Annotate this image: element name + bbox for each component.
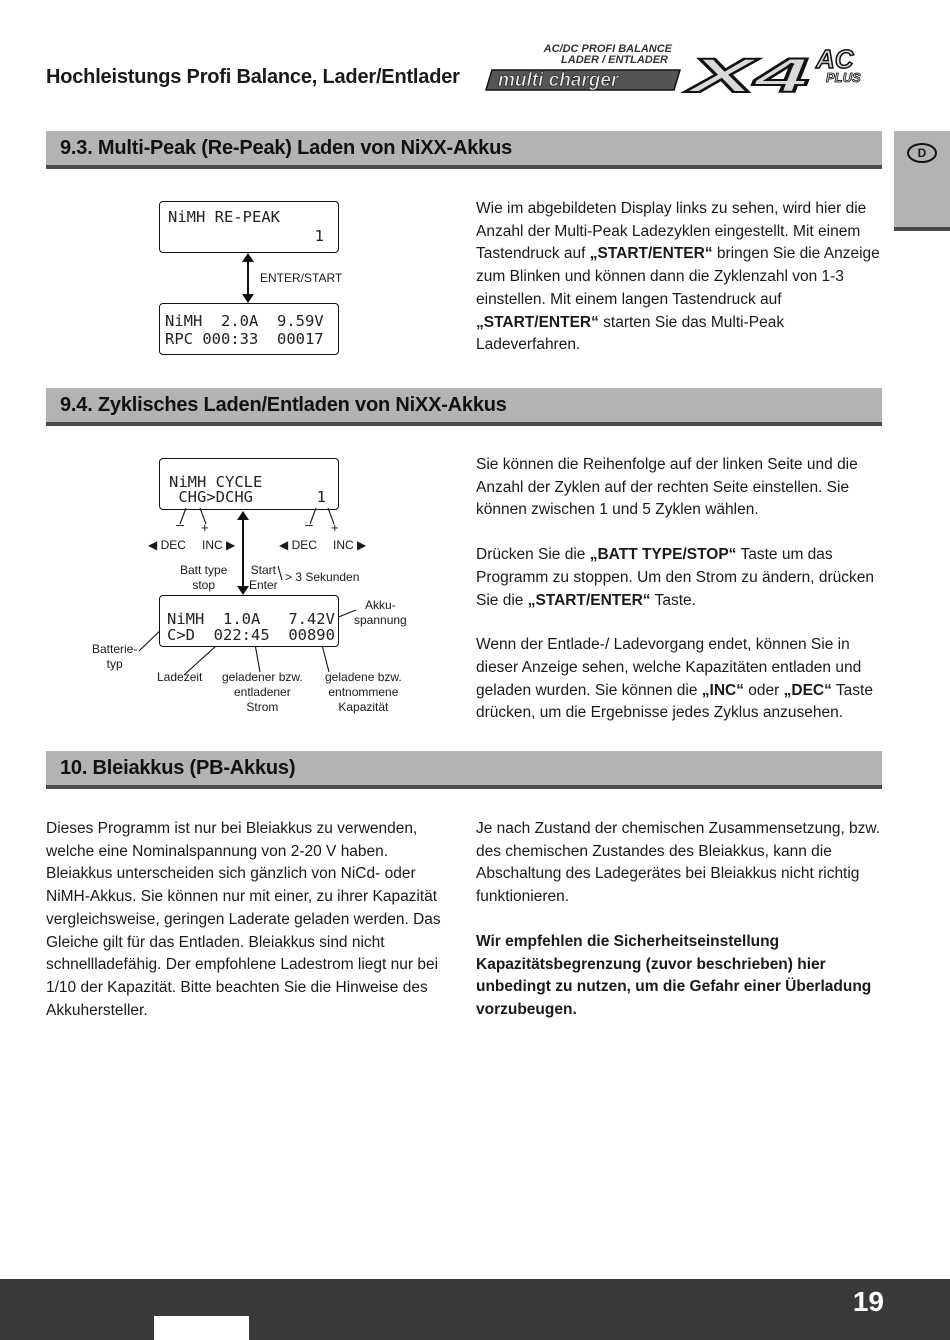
language-tab-marker (894, 131, 950, 231)
lcd-cycle-count: 1 (316, 488, 326, 506)
section-heading-bar (46, 751, 882, 789)
paragraph: Sie können die Reihenfolge auf der linken Seite und die Anzahl der Zyklen auf der rechten Seite einstellen. Sie können zwischen 1 und 5 Zyklen wählen. (476, 456, 858, 519)
akkuspannung-label: Akku- spannung (354, 598, 407, 627)
paragraph-bold: Wir empfehlen die Sicherheitseinstellung Kapazitätsbegrenzung (zuvor beschrieben) hier unbedingt zu nutzen, um die Gefahr einer Überladung vorzubeugen. (476, 932, 872, 1018)
section-heading-bar (46, 388, 882, 426)
product-logo (484, 40, 884, 98)
start-enter-label: Start Enter (249, 563, 278, 592)
lcd-display-repeak-running (159, 303, 339, 355)
lcd-display-cycle-result (159, 595, 339, 647)
section-10-left-text (46, 818, 454, 1044)
plus-symbol-left: + (201, 520, 209, 535)
paragraph: Dieses Programm ist nur bei Bleiakkus zu verwenden, welche eine Nominalspannung von 2-20 V haben. Bleiakkus unterscheiden sich gänzlich von NiCd- oder NiMH-Akkus. Sie können nur mit einer, zu ihrer Kapazität vergleichsweise, geringen Laderate geladen werden. Das Gleiche gilt für das Entladen. Bleiakkus sind nicht schnellladefähig. Der empfohlene Ladestrom liegt nur bei 1/10 der Kapazität. Bitte beachten Sie die Hinweise des Akkuhersteller. (46, 820, 441, 1019)
section-9-4-text (476, 454, 884, 747)
inc-label-left: INC ▶ (202, 538, 236, 552)
three-seconds-label: > 3 Sekunden (285, 570, 360, 584)
enter-start-arrow (236, 253, 260, 303)
lcd-line-1: NiMH CYCLE (169, 473, 263, 491)
lcd-line-2: RPC 000:33 00017 (165, 330, 324, 348)
language-badge: D (907, 143, 937, 163)
lcd-line-2: C>D 022:45 00890 (167, 626, 335, 644)
inc-label-right: INC ▶ (333, 538, 367, 552)
section-9-3-text: Wie im abgebildeten Display links zu sehen, wird hier die Anzahl der Multi-Peak Ladezyklen eingestellt. Mit einem Tastendruck auf „START/ENTER“ bringen Sie die Anzeige zum Blinken und können dann die Zyklenzahl von 1-3 einstellen. Mit einem langen Tastendruck auf „START/ENTER“ starten Sie das Multi-Peak Ladeverfahren. (476, 200, 880, 354)
ladezeit-label: Ladezeit (157, 670, 203, 684)
lcd-display-repeak-setting (159, 201, 339, 253)
section-heading-10: 10. Bleiakkus (PB-Akkus) (60, 757, 296, 779)
page-header-title: Hochleistungs Profi Balance, Lader/Entlader (46, 66, 460, 88)
minus-symbol-right: – (305, 516, 313, 532)
paragraph: Je nach Zustand der chemischen Zusammensetzung, bzw. des chemischen Zustandes des Bleiakkus, kann die Abschaltung des Ladegerätes bei Bleiakkus nicht richtig funktionieren. (476, 820, 881, 906)
footer-strip (154, 1316, 249, 1340)
minus-symbol-left: – (176, 516, 184, 532)
paragraph: Wenn der Entlade-/ Ladevorgang endet, können Sie in dieser Anzeige sehen, welche Kapazitäten entladen und geladen wurden. Sie können die „INC“ oder „DEC“ Taste drücken, um die Ergebnisse jedes Zyklus anzusehen. (476, 636, 873, 722)
section-heading-bar (46, 131, 882, 169)
lcd-line-1: NiMH 1.0A 7.42V (167, 610, 335, 628)
lcd-line-2: CHG>DCHG (169, 488, 253, 506)
section-heading-9-4: 9.4. Zyklisches Laden/Entladen von NiXX-Akkus (60, 394, 507, 416)
kapazitaet-label: geladene bzw. entnommene Kapazität (325, 670, 402, 714)
lcd-line-1: NiMH RE-PEAK (168, 208, 280, 226)
section-10-right-text (476, 818, 886, 1044)
plus-symbol-right: + (331, 520, 339, 535)
lcd-line-1: NiMH 2.0A 9.59V (165, 312, 324, 330)
dec-label-left: ◀ DEC (148, 538, 186, 552)
logo-plus-text: PLUS (826, 70, 861, 85)
logo-line-1: AC/DC PROFI BALANCE (543, 43, 672, 55)
dec-label-right: ◀ DEC (279, 538, 317, 552)
lcd-line-2: 1 (314, 227, 324, 245)
batt-type-stop-label: Batt type stop (180, 563, 228, 592)
logo-ac-text: AC (816, 44, 854, 74)
logo-main-text: multi charger (498, 70, 619, 91)
page-footer (0, 1279, 950, 1340)
page-number: 19 (852, 1286, 884, 1317)
paragraph: Drücken Sie die „BATT TYPE/STOP“ Taste um das Programm zu stoppen. Um den Strom zu ändern, drücken Sie die „START/ENTER“ Taste. (476, 546, 875, 609)
enter-start-label: ENTER/START (260, 271, 343, 285)
batterietyp-label: Batterie- typ (92, 642, 138, 671)
logo-model-text: X4 (682, 50, 809, 98)
strom-label: geladener bzw. entladener Strom (222, 670, 303, 714)
section-heading-9-3: 9.3. Multi-Peak (Re-Peak) Laden von NiXX-Akkus (60, 137, 513, 159)
logo-line-2: LADER / ENTLADER (561, 54, 668, 66)
